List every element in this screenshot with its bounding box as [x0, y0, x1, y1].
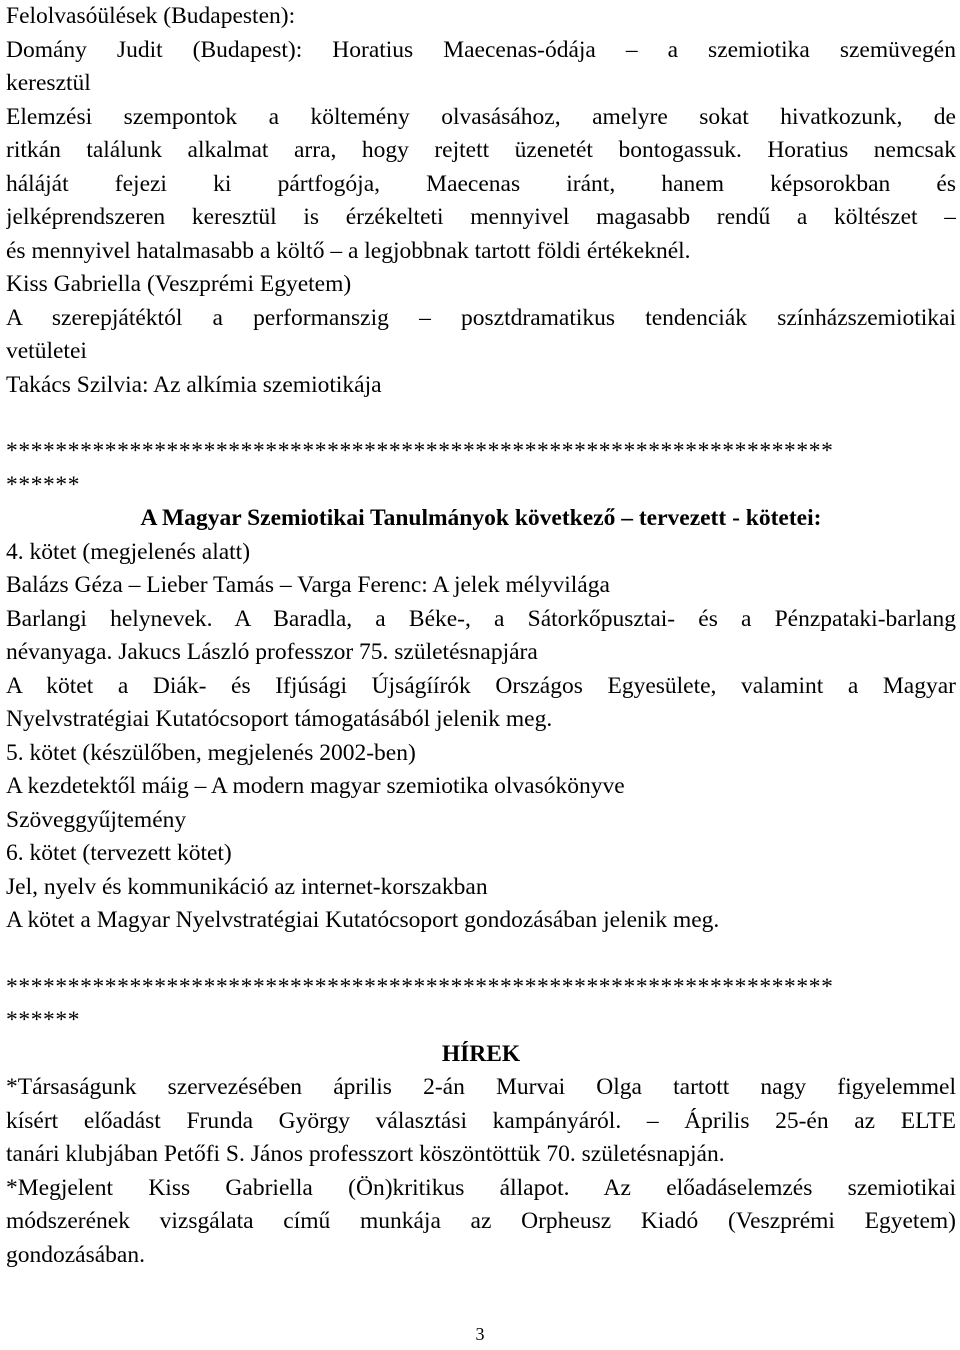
separator-2: [6, 971, 956, 1038]
news-line-6: gondozásában.: [6, 1241, 145, 1268]
news-line-1: *Társaságunk szervezésében április 2-án Murvai Olga tartott nagy figyelemmel: [6, 1074, 956, 1100]
page-number: 3: [475, 1324, 485, 1344]
separator-stars-long: *******************************************************************: [6, 438, 834, 464]
volumes-line-7: 5. kötet (készülőben, megjelenés 2002-ben): [6, 739, 416, 766]
separator-stars-short: ******: [6, 471, 81, 498]
volumes-line-4: névanyaga. Jakucs László professzor 75. születésnapjára: [6, 639, 538, 665]
readings-line-8: Kiss Gabriella (Veszprémi Egyetem): [6, 271, 352, 297]
readings-line-2: keresztül: [6, 70, 91, 96]
readings-line-4: ritkán találunk alkalmat arra, hogy rejtett üzenetét bontogassuk. Horatius nemcsak: [6, 137, 956, 163]
spacer: [6, 938, 956, 971]
volumes-heading: A Magyar Szemiotikai Tanulmányok következő – tervezett - kötetei:: [140, 505, 822, 531]
news-line-2: kísért előadást Frunda György választási kampányáról. – Április 25-én az ELTE: [6, 1107, 956, 1134]
spacer: [6, 402, 956, 435]
volumes-line-3: Barlangi helynevek. A Baradla, a Béke-, a Sátorkőpusztai- és a Pénzpataki-barlang: [6, 605, 956, 632]
section-news: [6, 1038, 956, 1273]
news-line-5: módszerének vizsgálata című munkája az Orpheusz Kiadó (Veszprémi Egyetem): [6, 1208, 956, 1234]
readings-line-7: és mennyivel hatalmasabb a költő – a legjobbnak tartott földi értékeknél.: [6, 237, 691, 264]
readings-title: Felolvasóülések (Budapesten):: [6, 3, 296, 29]
volumes-line-1: 4. kötet (megjelenés alatt): [6, 538, 251, 565]
news-line-3: tanári klubjában Petőfi S. János professzort köszöntöttük 70. születésnapján.: [6, 1141, 725, 1167]
volumes-line-10: 6. kötet (tervezett kötet): [6, 840, 232, 866]
section-readings: [6, 0, 956, 402]
volumes-line-2: Balázs Géza – Lieber Tamás – Varga Ferenc: A jelek mélyvilága: [6, 572, 610, 598]
news-heading: HÍREK: [441, 1040, 521, 1067]
separator-1: [6, 435, 956, 502]
volumes-line-5: A kötet a Diák- és Ifjúsági Újságíírók Országos Egyesülete, valamint a Magyar: [6, 672, 956, 699]
readings-line-11: Takács Szilvia: Az alkímia szemiotikája: [6, 371, 382, 398]
volumes-line-11: Jel, nyelv és kommunikáció az internet-korszakban: [6, 873, 488, 900]
readings-line-6: jelképrendszeren keresztül is érzékelteti mennyivel magasabb rendű a költészet –: [6, 204, 956, 230]
volumes-line-8: A kezdetektől máig – A modern magyar szemiotika olvasókönyve: [6, 773, 625, 799]
readings-line-9: A szerepjátéktól a performanszig – posztdramatikus tendenciák színházszemiotikai: [6, 304, 956, 331]
separator-stars-short: ******: [6, 1007, 81, 1033]
volumes-line-6: Nyelvstratégiai Kutatócsoport támogatásából jelenik meg.: [6, 706, 553, 732]
separator-stars-long: *******************************************************************: [6, 973, 834, 1000]
readings-line-1: Domány Judit (Budapest): Horatius Maecenas-ódája – a szemiotika szemüvegén: [6, 36, 956, 63]
news-line-4: *Megjelent Kiss Gabriella (Ön)kritikus állapot. Az előadáselemzés szemiotikai: [6, 1174, 956, 1201]
readings-line-10: vetületei: [6, 338, 87, 364]
page-content: [6, 0, 956, 1272]
volumes-line-9: Szöveggyűjtemény: [6, 806, 187, 833]
section-volumes: [6, 502, 956, 938]
readings-line-3: Elemzési szempontok a költemény olvasásához, amelyre sokat hivatkozunk, de: [6, 103, 956, 130]
readings-line-5: háláját fejezi ki pártfogója, Maecenas iránt, hanem képsorokban és: [6, 170, 956, 197]
volumes-line-12: A kötet a Magyar Nyelvstratégiai Kutatócsoport gondozásában jelenik meg.: [6, 907, 720, 933]
